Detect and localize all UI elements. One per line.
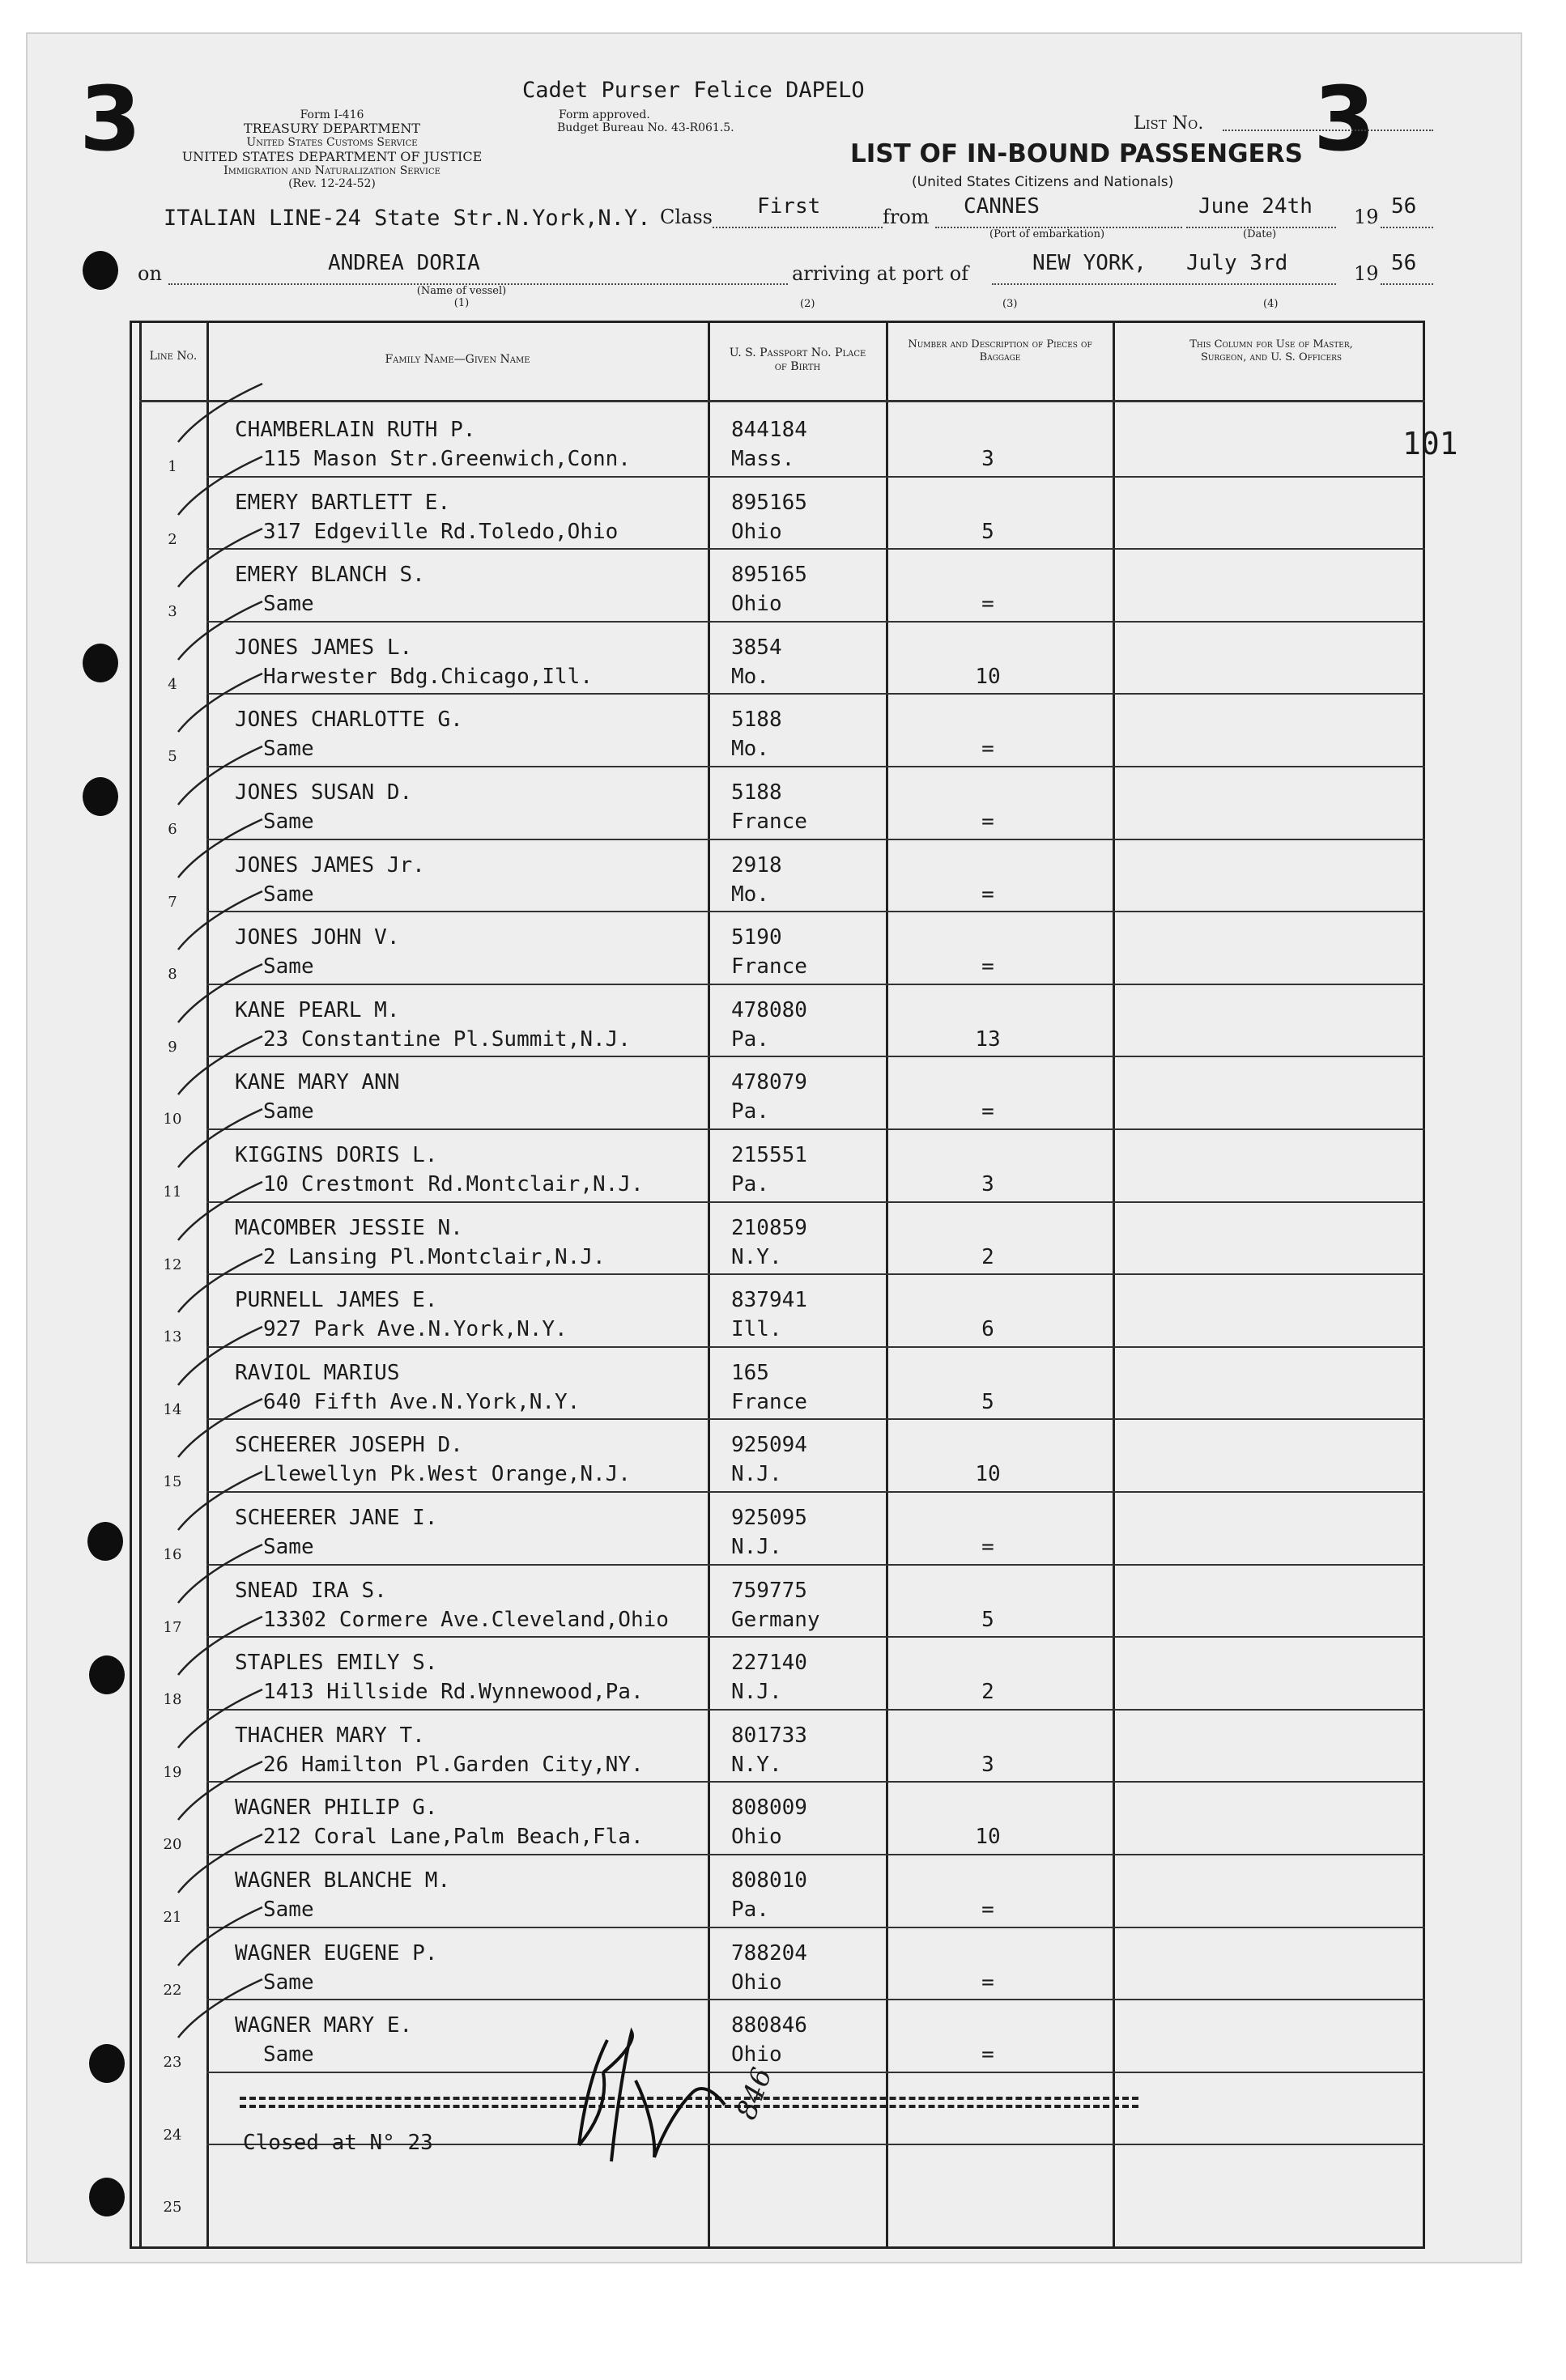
place-of-birth: N.J. bbox=[731, 1680, 782, 1704]
place-of-birth: Pa. bbox=[731, 1099, 769, 1124]
arrival-date: July 3rd bbox=[1186, 251, 1288, 275]
doj: UNITED STATES DEPARTMENT OF JUSTICE bbox=[181, 148, 483, 164]
passenger-address: 1413 Hillside Rd.Wynnewood,Pa. bbox=[263, 1680, 644, 1704]
passport-number: 478079 bbox=[731, 1070, 807, 1094]
passport-number: 2918 bbox=[731, 853, 782, 878]
class-label: Class bbox=[660, 206, 713, 228]
class-field bbox=[713, 227, 883, 228]
row-rule bbox=[206, 1491, 1425, 1493]
row-rule bbox=[206, 2072, 1425, 2073]
passenger-name: WAGNER EUGENE P. bbox=[235, 1941, 438, 1966]
passenger-address: 640 Fifth Ave.N.York,N.Y. bbox=[263, 1390, 581, 1414]
check-mark bbox=[172, 959, 269, 1032]
line-number: 18 bbox=[163, 1691, 182, 1708]
vessel-caption bbox=[397, 285, 526, 309]
passport-number: 788204 bbox=[731, 1941, 807, 1966]
passenger-name: WAGNER PHILIP G. bbox=[235, 1796, 438, 1820]
passenger-name: KIGGINS DORIS L. bbox=[235, 1143, 438, 1167]
passport-number: 5188 bbox=[731, 780, 782, 805]
baggage-count: = bbox=[981, 882, 994, 907]
line-number: 2 bbox=[168, 531, 177, 548]
form-approved: Form approved. bbox=[559, 108, 650, 121]
line-number: 10 bbox=[163, 1111, 182, 1128]
passenger-address: Same bbox=[263, 1535, 314, 1559]
line-number: 15 bbox=[163, 1473, 182, 1490]
passenger-name: SNEAD IRA S. bbox=[235, 1579, 387, 1603]
passport-number: 895165 bbox=[731, 491, 807, 515]
passenger-address: Same bbox=[263, 882, 314, 907]
baggage-count: 3 bbox=[981, 1172, 994, 1196]
baggage-count: 3 bbox=[981, 447, 994, 471]
check-mark bbox=[172, 597, 269, 669]
passenger-name: JONES JAMES L. bbox=[235, 635, 413, 660]
check-mark bbox=[172, 814, 269, 887]
col-divider bbox=[139, 321, 142, 2249]
passport-number: 5190 bbox=[731, 925, 782, 950]
line-number: 6 bbox=[168, 821, 177, 838]
check-mark bbox=[172, 886, 269, 959]
check-mark bbox=[172, 742, 269, 814]
place-of-birth: Mo. bbox=[731, 737, 769, 761]
shipping-company: ITALIAN LINE-24 State Str.N.York,N.Y. bbox=[164, 206, 651, 231]
customs-service: United States Customs Service bbox=[246, 136, 418, 150]
header-line-no: Line No. bbox=[149, 350, 198, 363]
caption-1: (1) bbox=[453, 297, 470, 309]
passenger-name: STAPLES EMILY S. bbox=[235, 1651, 438, 1675]
binder-hole bbox=[89, 2178, 125, 2216]
row-rule bbox=[206, 1201, 1425, 1203]
margin-note: 101 bbox=[1402, 426, 1458, 461]
check-mark bbox=[172, 669, 269, 742]
place-of-birth: Ohio bbox=[731, 1825, 782, 1849]
passport-number: 165 bbox=[731, 1361, 769, 1385]
row-rule bbox=[206, 1781, 1425, 1783]
passport-number: 844184 bbox=[731, 418, 807, 442]
line-number: 17 bbox=[163, 1619, 182, 1636]
line-number: 4 bbox=[168, 676, 177, 693]
baggage-count: = bbox=[981, 737, 994, 761]
row-rule bbox=[206, 1564, 1425, 1566]
check-mark bbox=[172, 1612, 269, 1685]
row-rule bbox=[206, 1418, 1425, 1420]
passenger-address: Same bbox=[263, 810, 314, 834]
binder-hole bbox=[83, 644, 118, 682]
caption-2: (2) bbox=[800, 298, 815, 310]
baggage-count: 10 bbox=[975, 1825, 1001, 1849]
passenger-address: Same bbox=[263, 1099, 314, 1124]
passenger-address: Same bbox=[263, 2042, 314, 2067]
baggage-count: 2 bbox=[981, 1680, 994, 1704]
year-field-1 bbox=[1381, 227, 1433, 228]
place-of-birth: Pa. bbox=[731, 1172, 769, 1196]
revision: (Rev. 12-24-52) bbox=[288, 177, 376, 191]
place-of-birth: Ohio bbox=[731, 2042, 782, 2067]
place-of-birth: France bbox=[731, 810, 807, 834]
check-mark bbox=[172, 1322, 269, 1395]
baggage-count: = bbox=[981, 2042, 994, 2067]
passport-number: 759775 bbox=[731, 1579, 807, 1603]
line-number: 13 bbox=[163, 1328, 182, 1345]
header-name: Family Name—Given Name bbox=[385, 353, 530, 366]
place-of-birth: N.J. bbox=[731, 1462, 782, 1486]
row-rule bbox=[206, 1346, 1425, 1348]
passenger-address: 927 Park Ave.N.York,N.Y. bbox=[263, 1317, 568, 1341]
passport-number: 3854 bbox=[731, 635, 782, 660]
check-mark bbox=[172, 1830, 269, 1902]
passport-number: 215551 bbox=[731, 1143, 807, 1167]
place-of-birth: France bbox=[731, 1390, 807, 1414]
sheet-number-left: 3 bbox=[79, 67, 142, 171]
passenger-name: EMERY BLANCH S. bbox=[235, 563, 425, 587]
passport-number: 227140 bbox=[731, 1651, 807, 1675]
passport-number: 808010 bbox=[731, 1868, 807, 1893]
passport-number: 478080 bbox=[731, 998, 807, 1022]
line-number: 14 bbox=[163, 1401, 182, 1418]
list-subtitle: (United States Citizens and Nationals) bbox=[912, 174, 1174, 190]
row-rule bbox=[206, 1056, 1425, 1057]
baggage-count: = bbox=[981, 1099, 994, 1124]
check-mark bbox=[172, 1540, 269, 1613]
passenger-name: KANE MARY ANN bbox=[235, 1070, 400, 1094]
place-of-birth: N.Y. bbox=[731, 1753, 782, 1777]
line-number: 25 bbox=[163, 2199, 182, 2216]
passenger-name: PURNELL JAMES E. bbox=[235, 1288, 438, 1312]
row-rule bbox=[206, 1854, 1425, 1855]
row-rule bbox=[206, 621, 1425, 623]
passenger-name: JONES JOHN V. bbox=[235, 925, 400, 950]
row-rule bbox=[206, 766, 1425, 767]
purser-line: Cadet Purser Felice DAPELO bbox=[522, 78, 865, 103]
date-value: June 24th bbox=[1198, 194, 1313, 219]
passport-number: 801733 bbox=[731, 1723, 807, 1748]
baggage-count: 6 bbox=[981, 1317, 994, 1341]
ins: Immigration and Naturalization Service bbox=[223, 164, 440, 177]
baggage-count: 3 bbox=[981, 1753, 994, 1777]
passenger-name: WAGNER MARY E. bbox=[235, 2013, 413, 2038]
signature bbox=[559, 2024, 745, 2170]
check-mark bbox=[172, 1902, 269, 1975]
form-id: Form I-416 bbox=[300, 108, 364, 121]
class-value: First bbox=[757, 194, 821, 219]
place-of-birth: Mass. bbox=[731, 447, 795, 471]
place-of-birth: Mo. bbox=[731, 882, 769, 907]
form-block bbox=[138, 108, 526, 190]
check-mark bbox=[172, 1685, 269, 1757]
budget-bureau: Budget Bureau No. 43-R061.5. bbox=[557, 121, 734, 134]
passenger-name: JONES CHARLOTTE G. bbox=[235, 708, 463, 732]
row-rule bbox=[206, 1927, 1425, 1928]
place-of-birth: Ohio bbox=[731, 520, 782, 544]
baggage-count: = bbox=[981, 1898, 994, 1922]
check-mark bbox=[172, 1104, 269, 1177]
row-rule bbox=[206, 1636, 1425, 1638]
passport-number: 880846 bbox=[731, 2013, 807, 2038]
port-caption: (Port of embarkation) bbox=[989, 228, 1105, 240]
year-field-2 bbox=[1381, 283, 1433, 285]
passenger-address: 13302 Cormere Ave.Cleveland,Ohio bbox=[263, 1608, 669, 1632]
passenger-address: Same bbox=[263, 954, 314, 979]
check-mark bbox=[172, 379, 269, 452]
check-mark bbox=[172, 1249, 269, 1322]
passenger-name: MACOMBER JESSIE N. bbox=[235, 1216, 463, 1240]
baggage-count: 13 bbox=[975, 1027, 1001, 1052]
list-no-field bbox=[1223, 128, 1433, 131]
check-mark bbox=[172, 524, 269, 597]
year-suffix-2: 56 bbox=[1391, 251, 1417, 275]
baggage-count: = bbox=[981, 810, 994, 834]
passenger-address: 317 Edgeville Rd.Toledo,Ohio bbox=[263, 520, 619, 544]
on-label: on bbox=[138, 262, 162, 285]
passenger-name: WAGNER BLANCHE M. bbox=[235, 1868, 451, 1893]
place-of-birth: Ohio bbox=[731, 1970, 782, 1995]
place-of-birth: Germany bbox=[731, 1608, 820, 1632]
passport-number: 837941 bbox=[731, 1288, 807, 1312]
vessel-caption-text: (Name of vessel) bbox=[416, 285, 507, 297]
passenger-name: EMERY BARTLETT E. bbox=[235, 491, 451, 515]
year-prefix-1: 19 bbox=[1354, 206, 1379, 228]
line-number: 20 bbox=[163, 1836, 182, 1853]
row-rule bbox=[206, 1709, 1425, 1711]
line-number: 16 bbox=[163, 1546, 182, 1563]
header-baggage: Number and Description of Pieces of Baggage bbox=[908, 338, 1092, 363]
binder-hole bbox=[87, 1522, 123, 1561]
baggage-count: = bbox=[981, 1970, 994, 1995]
baggage-count: 5 bbox=[981, 1390, 994, 1414]
header-passport: U. S. Passport No. Place of Birth bbox=[729, 346, 866, 373]
header-rule bbox=[139, 400, 1425, 402]
arrival-port-field bbox=[992, 283, 1336, 285]
closed-note: Closed at N° 23 bbox=[243, 2131, 433, 2155]
check-mark bbox=[172, 1177, 269, 1250]
check-mark bbox=[172, 1467, 269, 1540]
passenger-address: 2 Lansing Pl.Montclair,N.J. bbox=[263, 1245, 606, 1269]
baggage-count: = bbox=[981, 954, 994, 979]
line-number: 21 bbox=[163, 1909, 182, 1926]
passenger-address: Llewellyn Pk.West Orange,N.J. bbox=[263, 1462, 631, 1486]
line-number: 3 bbox=[168, 603, 177, 620]
passport-number: 5188 bbox=[731, 708, 782, 732]
binder-hole bbox=[83, 251, 118, 290]
passenger-address: 26 Hamilton Pl.Garden City,NY. bbox=[263, 1753, 644, 1777]
from-label: from bbox=[883, 206, 930, 228]
passenger-name: RAVIOL MARIUS bbox=[235, 1361, 400, 1385]
col-divider bbox=[886, 321, 888, 2249]
caption-4: (4) bbox=[1263, 298, 1279, 310]
line-number: 1 bbox=[168, 458, 177, 475]
binder-hole bbox=[89, 1655, 125, 1694]
row-rule bbox=[206, 1128, 1425, 1130]
row-rule bbox=[206, 984, 1425, 985]
passenger-name: JONES SUSAN D. bbox=[235, 780, 413, 805]
line-number: 19 bbox=[163, 1764, 182, 1781]
check-mark bbox=[172, 452, 269, 525]
sheet-number-right: 3 bbox=[1313, 67, 1376, 171]
line-number: 22 bbox=[163, 1982, 182, 1999]
list-title: LIST OF IN-BOUND PASSENGERS bbox=[850, 139, 1303, 168]
date-caption: (Date) bbox=[1243, 228, 1277, 240]
place-of-birth: Pa. bbox=[731, 1027, 769, 1052]
handwritten-number: 846 bbox=[730, 2063, 779, 2124]
binder-hole bbox=[89, 2044, 125, 2083]
binder-hole bbox=[83, 777, 118, 816]
passenger-address: Same bbox=[263, 1970, 314, 1995]
line-number: 11 bbox=[163, 1184, 182, 1201]
line-number: 24 bbox=[163, 2127, 182, 2144]
line-number: 8 bbox=[168, 966, 177, 983]
passport-number: 808009 bbox=[731, 1796, 807, 1820]
passenger-address: Same bbox=[263, 592, 314, 616]
check-mark bbox=[172, 1031, 269, 1104]
row-rule bbox=[206, 839, 1425, 840]
passenger-name: SCHEERER JOSEPH D. bbox=[235, 1433, 463, 1457]
col-divider bbox=[1113, 321, 1115, 2249]
passenger-address: 212 Coral Lane,Palm Beach,Fla. bbox=[263, 1825, 644, 1849]
row-rule bbox=[206, 1999, 1425, 2000]
arriving-label: arriving at port of bbox=[792, 262, 969, 285]
place-of-birth: N.J. bbox=[731, 1535, 782, 1559]
year-prefix-2: 19 bbox=[1354, 262, 1379, 285]
baggage-count: 10 bbox=[975, 1462, 1001, 1486]
caption-3: (3) bbox=[1002, 298, 1018, 310]
row-rule bbox=[206, 476, 1425, 478]
place-of-birth: Pa. bbox=[731, 1898, 769, 1922]
baggage-count: 10 bbox=[975, 665, 1001, 689]
from-value: CANNES bbox=[964, 194, 1040, 219]
place-of-birth: Ill. bbox=[731, 1317, 782, 1341]
check-mark bbox=[172, 1394, 269, 1467]
arrival-port: NEW YORK, bbox=[1032, 251, 1147, 275]
passport-number: 925094 bbox=[731, 1433, 807, 1457]
passport-number: 925095 bbox=[731, 1506, 807, 1530]
passenger-name: JONES JAMES Jr. bbox=[235, 853, 425, 878]
passenger-name: KANE PEARL M. bbox=[235, 998, 400, 1022]
passenger-address: 115 Mason Str.Greenwich,Conn. bbox=[263, 447, 631, 471]
passenger-address: Harwester Bdg.Chicago,Ill. bbox=[263, 665, 593, 689]
check-mark bbox=[172, 1974, 269, 2047]
line-number: 12 bbox=[163, 1256, 182, 1273]
line-number: 9 bbox=[168, 1039, 177, 1056]
row-rule bbox=[206, 911, 1425, 912]
passenger-address: 23 Constantine Pl.Summit,N.J. bbox=[263, 1027, 631, 1052]
baggage-count: = bbox=[981, 592, 994, 616]
col-divider bbox=[708, 321, 710, 2249]
row-rule bbox=[206, 548, 1425, 550]
row-rule bbox=[206, 693, 1425, 695]
row-rule bbox=[206, 1273, 1425, 1275]
place-of-birth: N.Y. bbox=[731, 1245, 782, 1269]
passport-number: 210859 bbox=[731, 1216, 807, 1240]
check-mark bbox=[172, 1757, 269, 1830]
vessel-name: ANDREA DORIA bbox=[328, 251, 480, 275]
passenger-address: Same bbox=[263, 1898, 314, 1922]
passport-number: 895165 bbox=[731, 563, 807, 587]
place-of-birth: France bbox=[731, 954, 807, 979]
baggage-count: 5 bbox=[981, 1608, 994, 1632]
baggage-count: 5 bbox=[981, 520, 994, 544]
treasury-dept: TREASURY DEPARTMENT bbox=[243, 121, 421, 137]
line-number: 23 bbox=[163, 2054, 182, 2071]
header-officers: This Column for Use of Master, Surgeon, and U. S. Officers bbox=[1189, 338, 1353, 363]
year-suffix-1: 56 bbox=[1391, 194, 1417, 219]
baggage-count: 2 bbox=[981, 1245, 994, 1269]
baggage-count: = bbox=[981, 1535, 994, 1559]
passenger-name: SCHEERER JANE I. bbox=[235, 1506, 438, 1530]
line-number: 7 bbox=[168, 894, 177, 911]
place-of-birth: Mo. bbox=[731, 665, 769, 689]
line-number: 5 bbox=[168, 748, 177, 765]
passenger-address: 10 Crestmont Rd.Montclair,N.J. bbox=[263, 1172, 644, 1196]
place-of-birth: Ohio bbox=[731, 592, 782, 616]
list-no-label: List No. bbox=[1134, 113, 1204, 134]
passenger-address: Same bbox=[263, 737, 314, 761]
passenger-name: THACHER MARY T. bbox=[235, 1723, 425, 1748]
passenger-name: CHAMBERLAIN RUTH P. bbox=[235, 418, 476, 442]
